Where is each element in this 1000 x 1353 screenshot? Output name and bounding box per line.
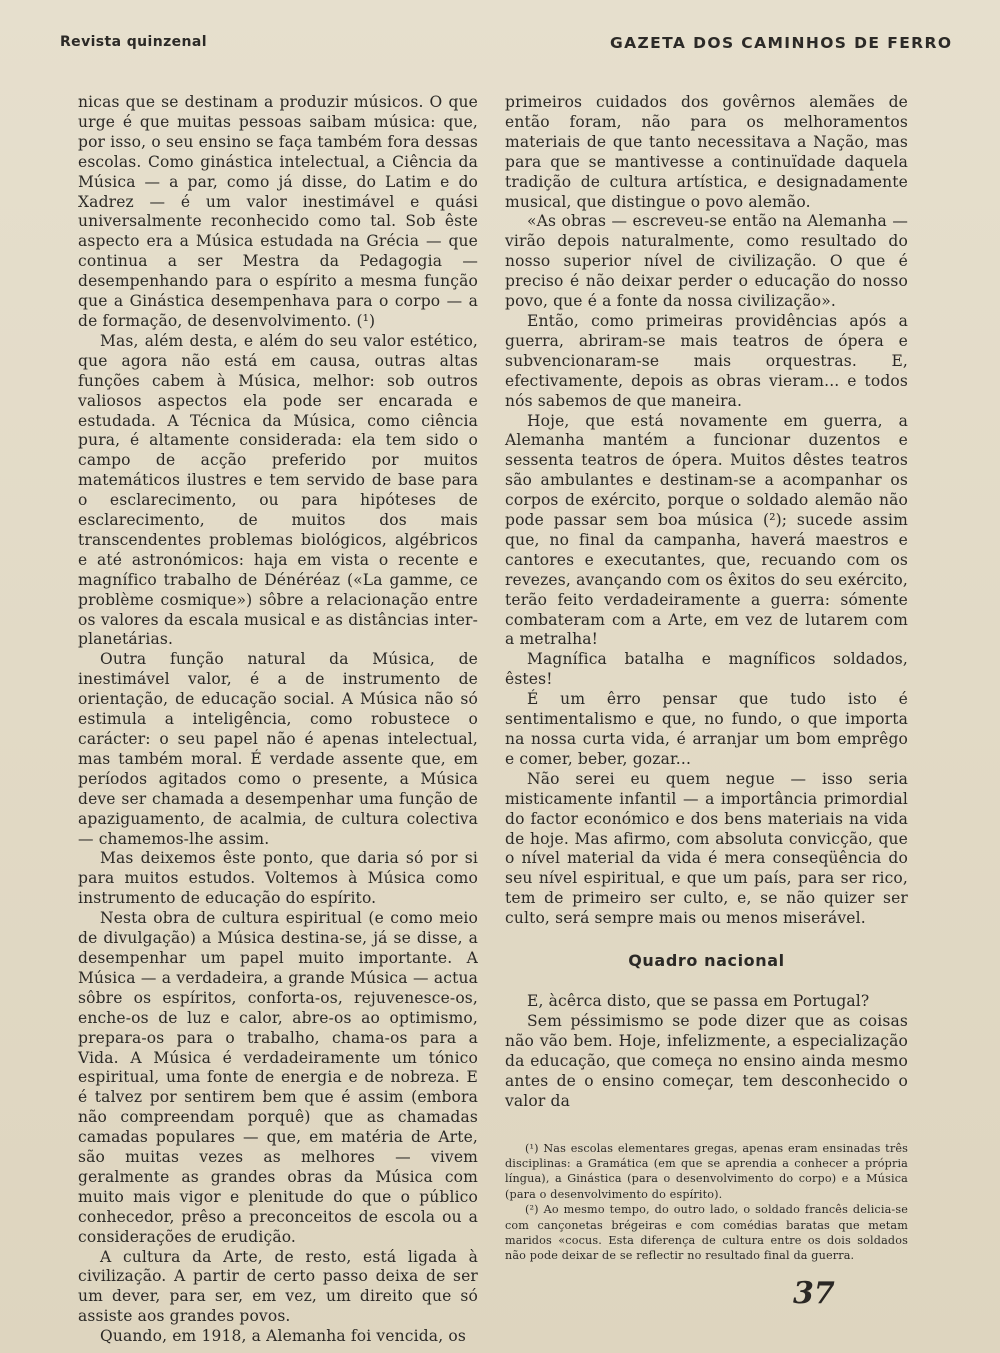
paragraph: Mas deixemos êste ponto, que daria só por si para muitos estudos. Voltemos à Música como instrumento de educação do espírito. bbox=[78, 849, 478, 908]
footnotes bbox=[505, 1141, 908, 1264]
paragraph: Outra função natural da Música, de inestimável valor, é a de instrumento de orientação, de educação social. A Música não só estimula a inteligência, como robustece o carácter: o seu papel não é apenas intelectual, mas também moral. É verdade assente que, em períodos agitados como o presente, a Música deve ser chamada a desempenhar uma função de apaziguamento, de acalmia, de cultura colectiva — chamemos-lhe assim. bbox=[78, 650, 478, 848]
page-number: 37 bbox=[793, 1276, 835, 1311]
footnote: (¹) Nas escolas elementares gregas, apenas eram ensinadas três disciplinas: a Gramática (em que se aprendia a conhecer a própria língua), a Ginástica (para o desenvolvimento do corpo) e a Música (para o desenvolvimento do espírito). bbox=[505, 1141, 908, 1201]
paragraph: Hoje, que está novamente em guerra, a Alemanha mantém a funcionar duzentos e sessenta teatros de ópera. Muitos dêstes teatros são ambulantes e destinam-se a acompanhar os corpos de exército, porque o soldado alemão não pode passar sem boa música (²); sucede assim que, no final da campanha, haverá maestros e cantores e executantes, que, recuando com os revezes, avançando com os êxitos do seu exército, terão feito verdadeiramente a guerra: sómente combateram com a Arte, em vez de lutarem com a metralha! bbox=[505, 411, 908, 649]
paragraph: Mas, além desta, e além do seu valor estético, que agora não está em causa, outras altas funções cabem à Música, melhor: sob outros valiosos aspectos ela pode ser encarada e estudada. A Técnica da Música, como ciência pura, é altamente considerada: ela tem sido o campo de acção preferido por muitos matemáticos ilustres e tem servido de base para o esclarecimento, ou para hipóteses de esclarecimento, de muitos dos mais transcendentes problemas biológicos, algébricos e até astronómicos: haja em vista o recente e magnífico trabalho de Dénéréaz («La gamme, ce problème cosmique») sôbre a relacionação entre os valores da escala musical e as distâncias inter-planetárias. bbox=[78, 331, 478, 649]
paragraph: Então, como primeiras providências após a guerra, abriram-se mais teatros de ópera e subvencionaram-se mais orquestras. E, efectivamente, depois as obras vieram... e todos nós sabemos de que maneira. bbox=[505, 311, 908, 410]
paragraph: Não serei eu quem negue — isso seria misticamente infantil — a importância primordial do factor económico e dos bens materiais na vida de hoje. Mas afirmo, com absoluta convicção, que o nível material da vida é mera conseqüência do seu nível espiritual, e que um país, para ser rico, tem de primeiro ser culto, e, se não quizer ser culto, será sempre mais ou menos miserável. bbox=[505, 769, 908, 928]
paragraph: É um êrro pensar que tudo isto é sentimentalismo e que, no fundo, o que importa na nossa curta vida, é arranjar um bom emprêgo e comer, beber, gozar... bbox=[505, 690, 908, 768]
section-heading: Quadro nacional bbox=[628, 951, 785, 971]
paragraph: Nesta obra de cultura espiritual (e como meio de divulgação) a Música destina-se, já se disse, a desempenhar um papel muito importante. A Música — a verdadeira, a grande Música — actua sôbre os espíritos, conforta-os, rejuvenesce-os, enche-os de luz e calor, abre-os ao optimismo, prepara-os para o trabalho, chama-os para a Vida. A Música é verdadeiramente um tónico espiritual, uma fonte de energia e de nobreza. E é talvez por sentirem bem que é assim (embora não compreendam porquê) que as chamadas camadas populares — que, em matéria de Arte, são muitas vezes as melhores — vivem geralmente as grandes obras da Música com muito mais vigor e plenitude do que o público conhecedor, prêso a preconceitos de escola ou a considerações de erudição. bbox=[78, 909, 478, 1246]
running-header-right: GAZETA DOS CAMINHOS DE FERRO bbox=[610, 34, 953, 52]
running-header-left: Revista quinzenal bbox=[60, 34, 207, 50]
paragraph: «As obras — escreveu-se então na Alemanha — virão depois naturalmente, como resultado do nosso superior nível de civilização. O que é preciso é não deixar perder o educação do nosso povo, que é a fonte da nossa civilização». bbox=[505, 212, 908, 311]
paragraph: Magnífica batalha e magníficos soldados, êstes! bbox=[505, 650, 908, 689]
paragraph: E, àcêrca disto, que se passa em Portugal? bbox=[527, 992, 870, 1011]
footnote: (²) Ao mesmo tempo, do outro lado, o soldado francês delicia-se com cançonetas brégeiras e com comédias baratas que metam maridos «cocus. Esta diferença de cultura entre os dois soldados não pode deixar de se reflectir no resultado final da guerra. bbox=[505, 1203, 908, 1263]
paragraph: Quando, em 1918, a Alemanha foi vencida, os bbox=[100, 1327, 466, 1346]
paragraph: A cultura da Arte, de resto, está ligada à civilização. A partir de certo passo deixa de ser um dever, para ser, em vez, um direito que só assiste aos grandes povos. bbox=[78, 1247, 478, 1326]
left-column bbox=[78, 93, 478, 1347]
paragraph: nicas que se destinam a produzir músicos. O que urge é que muitas pessoas saibam música: que, por isso, o seu ensino se faça também fora dessas escolas. Como ginástica intelectual, a Ciência da Música — a par, como já disse, do Latim e do Xadrez — é um valor inestimável e quási universalmente reconhecido como tal. Sob êste aspecto era a Música estudada na Grécia — que continua a ser Mestra da Pedagogia — desempenhando para o espírito a mesma função que a Ginástica desempenhava para o corpo — a de formação, de desenvolvimento. (¹) bbox=[78, 93, 478, 330]
paragraph: Sem péssimismo se pode dizer que as coisas não vão bem. Hoje, infelizmente, a especialização da educação, que começa no ensino ainda mesmo antes de o ensino começar, tem desconhecido o valor da bbox=[505, 1011, 908, 1110]
paragraph: primeiros cuidados dos govêrnos alemães de então foram, não para os melhoramentos materiais de que tanto necessitava a Nação, mas para que se mantivesse a continuïdade daquela tradição de cultura artística, e designadamente musical, que distingue o povo alemão. bbox=[505, 93, 908, 211]
right-column bbox=[505, 93, 908, 1264]
